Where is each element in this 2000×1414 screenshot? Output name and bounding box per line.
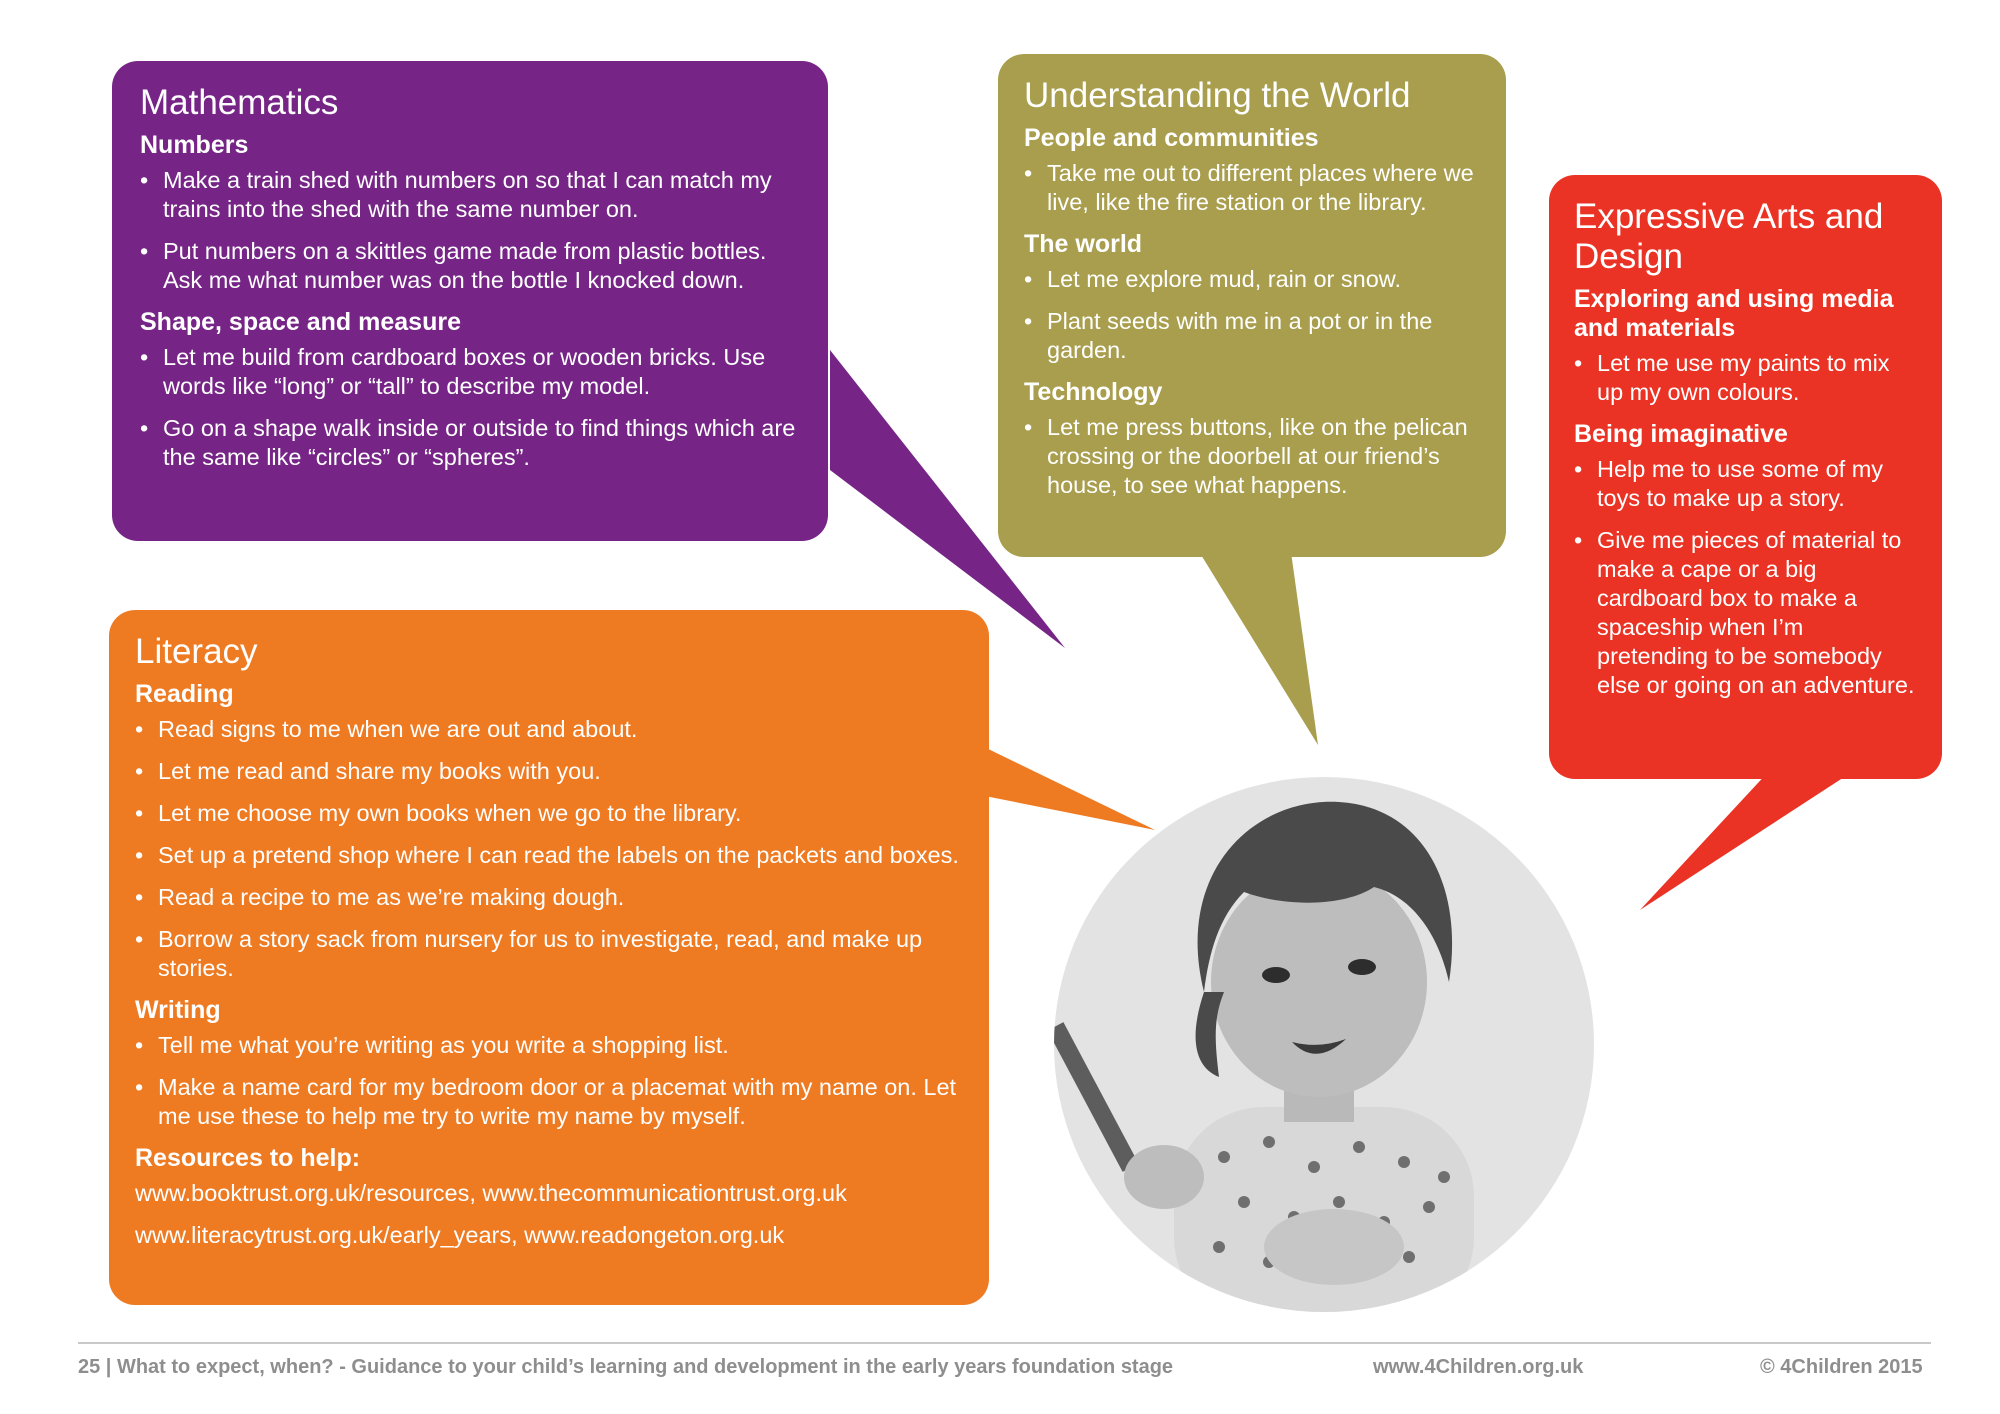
numbers-heading: Numbers [140, 131, 249, 159]
list-item: • Give me pieces of material to make a cape or a big cardboard box to make a spaceship when I’m pretending to be somebody else or going on an adventure. [1574, 526, 1917, 700]
literacy-title: Literacy [135, 632, 258, 671]
footer-copyright: © 4Children 2015 [1760, 1356, 1923, 1378]
reading-heading: Reading [135, 680, 234, 708]
writing-list [135, 1031, 963, 1131]
child-photo [1054, 777, 1594, 1312]
resource-links-line: www.literacytrust.org.uk/early_years, www.readongeton.org.uk [135, 1222, 785, 1248]
shape-space-measure-list [140, 343, 800, 472]
footer-page-info: 25 | What to expect, when? - Guidance to your child’s learning and development in the early years foundation stage [78, 1356, 1174, 1378]
list-item: • Set up a pretend shop where I can read the labels on the packets and boxes. [135, 841, 963, 870]
literacy-bubble-tail [980, 745, 1155, 830]
list-item: • Make a train shed with numbers on so that I can match my trains into the shed with the same number on. [140, 166, 800, 224]
media-materials-heading: Exploring and using media and materials [1574, 285, 1894, 342]
people-communities-list [1024, 159, 1480, 217]
hand-shape [1124, 1145, 1204, 1209]
list-item: • Plant seeds with me in a pot or in the garden. [1024, 307, 1480, 365]
world-bubble-tail [1195, 545, 1318, 745]
arts-bubble-tail [1640, 770, 1855, 910]
reading-list [135, 715, 963, 983]
open-hand-shape [1264, 1209, 1404, 1285]
list-item: • Take me out to different places where we live, like the fire station or the library. [1024, 159, 1480, 217]
expressive-arts-bubble [1549, 175, 1942, 779]
list-item: • Let me explore mud, rain or snow. [1024, 265, 1480, 294]
the-world-list [1024, 265, 1480, 365]
world-title: Understanding the World [1024, 76, 1411, 115]
the-world-heading: The world [1024, 230, 1143, 258]
people-communities-heading: People and communities [1024, 124, 1319, 152]
media-materials-list [1574, 349, 1917, 407]
list-item: • Let me build from cardboard boxes or wooden bricks. Use words like “long” or “tall” to describe my model. [140, 343, 800, 401]
mathematics-title: Mathematics [140, 83, 339, 122]
list-item: • Tell me what you’re writing as you write a shopping list. [135, 1031, 963, 1060]
list-item: • Go on a shape walk inside or outside to find things which are the same like “circles” or “spheres”. [140, 414, 800, 472]
list-item: • Borrow a story sack from nursery for us to investigate, read, and make up stories. [135, 925, 963, 983]
list-item: • Help me to use some of my toys to make up a story. [1574, 455, 1917, 513]
list-item: • Make a name card for my bedroom door or a placemat with my name on. Let me use these to help me try to write my name by myself. [135, 1073, 963, 1131]
right-eye [1348, 959, 1376, 975]
writing-heading: Writing [135, 996, 221, 1024]
list-item: • Let me use my paints to mix up my own colours. [1574, 349, 1917, 407]
list-item: • Put numbers on a skittles game made from plastic bottles. Ask me what number was on the bottle I knocked down. [140, 237, 800, 295]
footer-website: www.4Children.org.uk [1373, 1356, 1584, 1378]
technology-list [1024, 413, 1480, 500]
list-item: • Let me choose my own books when we go to the library. [135, 799, 963, 828]
list-item: • Read signs to me when we are out and about. [135, 715, 963, 744]
left-eye [1262, 967, 1290, 983]
list-item: • Read a recipe to me as we’re making dough. [135, 883, 963, 912]
being-imaginative-heading: Being imaginative [1574, 420, 1788, 448]
list-item: • Let me read and share my books with you. [135, 757, 963, 786]
arts-title: Expressive Arts and Design [1574, 197, 1884, 276]
resources-heading: Resources to help: [135, 1144, 361, 1172]
child-illustration [1054, 777, 1594, 1312]
being-imaginative-list [1574, 455, 1917, 700]
literacy-bubble [109, 610, 989, 1305]
mathematics-bubble [112, 61, 828, 541]
shape-space-measure-heading: Shape, space and measure [140, 308, 461, 336]
technology-heading: Technology [1024, 378, 1163, 406]
numbers-list [140, 166, 800, 295]
understanding-the-world-bubble [998, 54, 1506, 557]
list-item: • Let me press buttons, like on the pelican crossing or the doorbell at our friend’s house, to see what happens. [1024, 413, 1480, 500]
resource-links-line: www.booktrust.org.uk/resources, www.thecommunicationtrust.org.uk [135, 1180, 847, 1206]
